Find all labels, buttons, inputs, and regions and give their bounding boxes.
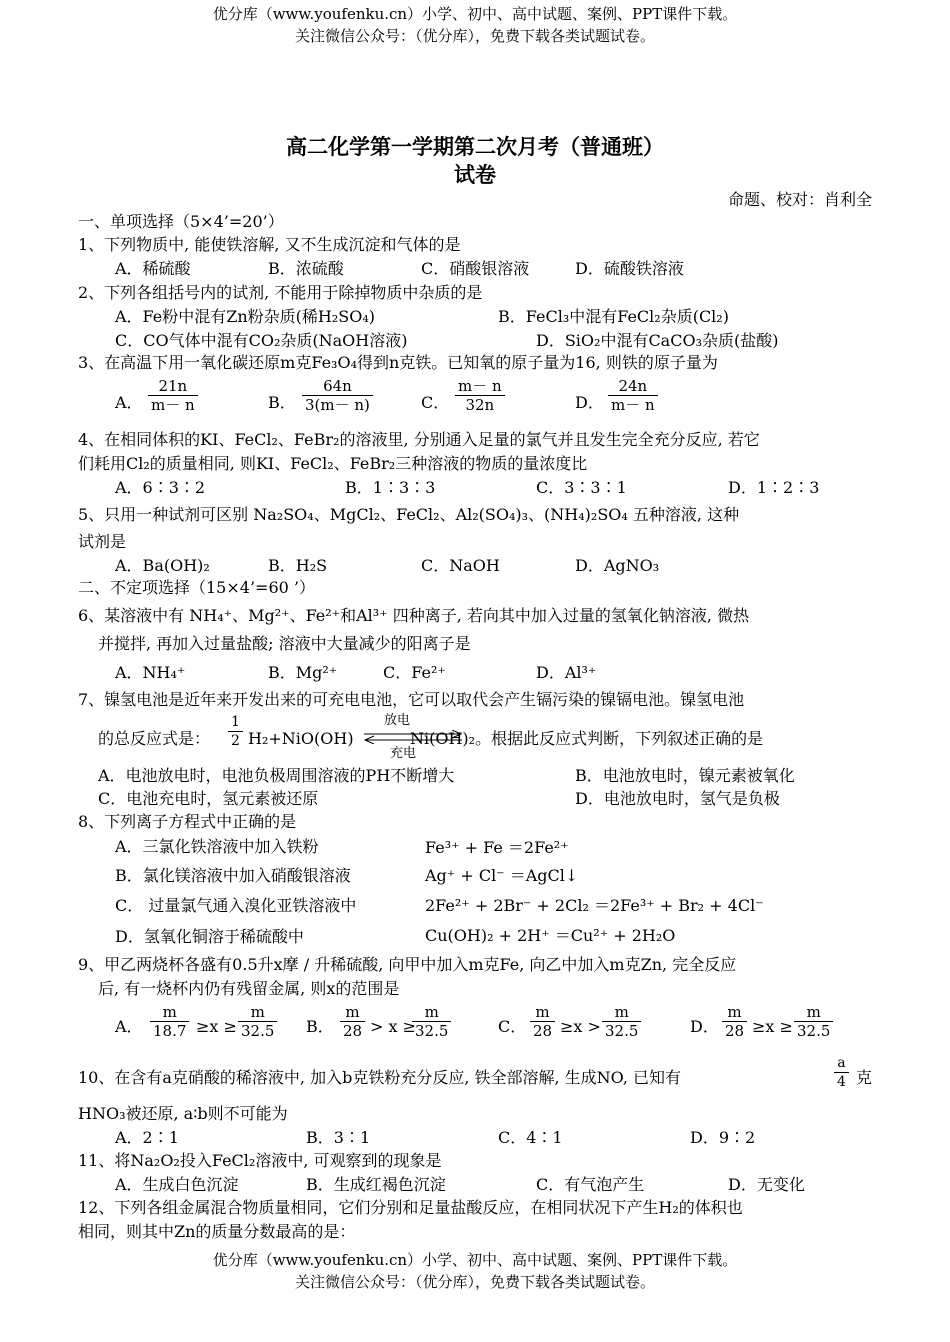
- q8-option-c: C． 过量氯气通入溴化亚铁溶液中: [115, 896, 357, 915]
- q10-option-d: D．9∶2: [690, 1128, 756, 1147]
- q3-a-numerator: 21n: [158, 377, 188, 395]
- q3-option-a: A．: [115, 393, 143, 412]
- q6-option-a: A．NH₄⁺: [115, 663, 186, 682]
- q4-stem-line-2: 们耗用Cl₂的质量相同, 则KI、FeCl₂、FeBr₂三种溶液的物质的量浓度比: [78, 454, 588, 473]
- q11-option-d: D．无变化: [728, 1175, 805, 1194]
- q4-option-c: C．3∶3∶1: [536, 478, 627, 497]
- q7-option-c: C．电池充电时，氢元素被还原: [98, 789, 319, 808]
- q8-equation-b: Ag⁺ + Cl⁻ ＝AgCl↓: [425, 866, 579, 885]
- q9-option-d: D．: [690, 1017, 719, 1036]
- q9-a-relation: ≥x ≥: [196, 1017, 237, 1036]
- q3-d-denominator: m－ n: [608, 395, 658, 414]
- q7-option-d: D．电池放电时，氢气是负极: [575, 789, 780, 808]
- q5-stem-line-1: 5、只用一种试剂可区别 Na₂SO₄、MgCl₂、FeCl₂、Al₂(SO₄)₃、(NH₄)₂SO₄ 五种溶液, 这种: [78, 505, 740, 524]
- q9-stem-line-1: 9、甲乙两烧杯各盛有0.5升x摩 / 升稀硫酸, 向甲中加入m克Fe, 向乙中加入m克Zn, 完全反应: [78, 955, 737, 974]
- q11-option-a: A．生成白色沉淀: [115, 1175, 239, 1194]
- q7-reactants: H₂+NiO(OH): [248, 729, 354, 748]
- q9-b-frac-1-den: 28: [340, 1021, 365, 1040]
- q12-stem-line-2: 相同，则其中Zn的质量分数最高的是：: [78, 1222, 356, 1241]
- q3-fraction-a: [148, 377, 198, 414]
- q3-b-denominator: 3(m－ n): [302, 395, 373, 414]
- q7-option-b: B．电池放电时，镍元素被氧化: [575, 766, 795, 785]
- q9-c-relation: ≥x >: [560, 1017, 601, 1036]
- q2-option-c: C．CO气体中混有CO₂杂质(NaOH溶液): [115, 331, 408, 350]
- q9-c-frac-2-den: 32.5: [602, 1021, 641, 1040]
- q9-b-relation: > x ≥: [370, 1017, 417, 1036]
- q7-half-fraction: [228, 713, 243, 750]
- q2-option-b: B．FeCl₃中混有FeCl₂杂质(Cl₂): [498, 307, 729, 326]
- q2-stem: 2、下列各组括号内的试剂, 不能用于除掉物质中杂质的是: [78, 283, 483, 302]
- q9-a-frac-1: [150, 1003, 189, 1040]
- q3-option-b: B．: [268, 393, 296, 412]
- header-line-1: 优分库（www.youfenku.cn）小学、初中、高中试题、案例、PPT课件下载。: [212, 5, 738, 23]
- q2-option-a: A．Fe粉中混有Zn粉杂质(稀H₂SO₄): [115, 307, 376, 326]
- page-subtitle: 试卷: [454, 163, 496, 187]
- q4-stem-line-1: 4、在相同体积的KI、FeCl₂、FeBr₂的溶液里, 分别通入足量的氯气并且发生完全充分反应, 若它: [78, 430, 760, 449]
- q1-option-c: C．硝酸银溶液: [421, 259, 530, 278]
- q11-option-b: B．生成红褐色沉淀: [306, 1175, 446, 1194]
- q9-b-frac-2: [412, 1003, 451, 1040]
- q9-d-frac-1-num: m: [727, 1003, 742, 1021]
- q3-a-denominator: m－ n: [148, 395, 198, 414]
- q4-option-a: A．6∶3∶2: [115, 478, 206, 497]
- q9-c-frac-1-num: m: [535, 1003, 550, 1021]
- q9-a-frac-2-den: 32.5: [238, 1021, 277, 1040]
- section-2-heading: 二、不定项选择（15×4’=60 ’）: [78, 578, 315, 597]
- section-1-heading: 一、单项选择（5×4’=20’）: [78, 212, 284, 231]
- q7-stem-line-2-end: Ni(OH)₂。根据此反应式判断，下列叙述正确的是: [410, 729, 764, 748]
- q6-stem-line-1: 6、某溶液中有 NH₄⁺、Mg²⁺、Fe²⁺和Al³⁺ 四种离子, 若向其中加入过量的氢氧化钠溶液, 微热: [78, 606, 750, 625]
- q7-stem-line-2-start: 的总反应式是：: [98, 729, 211, 748]
- q9-c-frac-2: [602, 1003, 641, 1040]
- q10-option-a: A．2∶1: [115, 1128, 179, 1147]
- q3-fraction-c: [455, 377, 505, 414]
- q10-fraction: [834, 1054, 849, 1091]
- q10-stem-line-2: HNO₃被还原, a∶b则不可能为: [78, 1104, 288, 1123]
- q9-d-frac-1-den: 28: [722, 1021, 747, 1040]
- q8-option-a: A．三氯化铁溶液中加入铁粉: [115, 837, 319, 856]
- q8-equation-c: 2Fe²⁺ + 2Br⁻ + 2Cl₂ ＝2Fe³⁺ + Br₂ + 4Cl⁻: [425, 896, 764, 915]
- q6-option-d: D．Al³⁺: [536, 663, 597, 682]
- q11-stem: 11、将Na₂O₂投入FeCl₂溶液中, 可观察到的现象是: [78, 1151, 442, 1170]
- q10-stem-line-1: 10、在含有a克硝酸的稀溶液中, 加入b克铁粉充分反应, 铁全部溶解, 生成NO, 已知有: [78, 1068, 682, 1087]
- q3-fraction-d: [608, 377, 658, 414]
- q10-stem-line-1-end: 克: [856, 1068, 873, 1087]
- q5-option-a: A．Ba(OH)₂: [115, 556, 210, 575]
- q3-c-denominator: 32n: [455, 395, 505, 414]
- q9-a-frac-2-num: m: [250, 1003, 265, 1021]
- q7-half-denominator: 2: [228, 731, 243, 750]
- q5-option-b: B．H₂S: [268, 556, 328, 575]
- q8-equation-d: Cu(OH)₂ + 2H⁺ ＝Cu²⁺ + 2H₂O: [425, 926, 676, 945]
- q10-fraction-num: a: [837, 1055, 846, 1071]
- header-line-2: 关注微信公众号：（优分库），免费下载各类试题试卷。: [294, 27, 655, 45]
- q4-option-d: D．1∶2∶3: [728, 478, 820, 497]
- q6-option-c: C．Fe²⁺: [383, 663, 446, 682]
- q9-b-frac-2-den: 32.5: [412, 1021, 451, 1040]
- q3-option-c: C．: [421, 393, 450, 412]
- q1-option-d: D．硫酸铁溶液: [575, 259, 684, 278]
- q2-option-d: D．SiO₂中混有CaCO₃杂质(盐酸): [536, 331, 779, 350]
- q9-b-frac-1: [340, 1003, 365, 1040]
- q9-d-frac-2-den: 32.5: [794, 1021, 833, 1040]
- q3-stem: 3、在高温下用一氧化碳还原m克Fe₃O₄得到n克铁。已知氧的原子量为16, 则铁的原子量为: [78, 353, 718, 372]
- q9-option-c: C．: [498, 1017, 527, 1036]
- q7-charge-label: 充电: [390, 746, 417, 761]
- q5-option-d: D．AgNO₃: [575, 556, 660, 575]
- q5-stem-line-2: 试剂是: [78, 532, 127, 551]
- q9-d-frac-2-num: m: [806, 1003, 821, 1021]
- q9-d-frac-2: [794, 1003, 833, 1040]
- q7-discharge-label: 放电: [384, 713, 411, 728]
- q9-d-frac-1: [722, 1003, 747, 1040]
- q5-option-c: C．NaOH: [421, 556, 500, 575]
- q7-stem-line-1: 7、镍氢电池是近年来开发出来的可充电电池，它可以取代会产生镉污染的镍镉电池。镍氢电池: [78, 690, 745, 709]
- q8-stem: 8、下列离子方程式中正确的是: [78, 812, 297, 831]
- footer-line-2: 关注微信公众号：（优分库），免费下载各类试题试卷。: [294, 1273, 655, 1291]
- q10-fraction-den: 4: [834, 1072, 849, 1091]
- q3-c-numerator: m－ n: [458, 377, 502, 395]
- author-line: 命题、校对：肖利全: [727, 190, 872, 209]
- q4-option-b: B．1∶3∶3: [345, 478, 436, 497]
- footer-line-1: 优分库（www.youfenku.cn）小学、初中、高中试题、案例、PPT课件下载。: [212, 1251, 738, 1269]
- q10-option-c: C．4∶1: [498, 1128, 563, 1147]
- q8-option-d: D．氢氧化铜溶于稀硫酸中: [115, 927, 304, 946]
- q9-b-frac-1-num: m: [345, 1003, 360, 1021]
- q10-option-b: B．3∶1: [306, 1128, 371, 1147]
- q8-option-b: B．氯化镁溶液中加入硝酸银溶液: [115, 866, 351, 885]
- q7-half-numerator: 1: [231, 714, 240, 730]
- q3-d-numerator: 24n: [618, 377, 648, 395]
- q9-c-frac-1-den: 28: [530, 1021, 555, 1040]
- q3-b-numerator: 64n: [323, 377, 352, 395]
- q9-a-frac-2: [238, 1003, 277, 1040]
- q7-option-a: A．电池放电时，电池负极周围溶液的PH不断增大: [98, 766, 455, 785]
- q3-fraction-b: [302, 377, 373, 414]
- q1-stem: 1、下列物质中, 能使铁溶解, 又不生成沉淀和气体的是: [78, 235, 461, 254]
- q9-option-b: B．: [306, 1017, 334, 1036]
- q9-b-frac-2-num: m: [424, 1003, 439, 1021]
- q6-stem-line-2: 并搅拌, 再加入过量盐酸; 溶液中大量减少的阳离子是: [98, 634, 471, 653]
- q9-option-a: A．: [115, 1017, 143, 1036]
- q9-c-frac-2-num: m: [614, 1003, 629, 1021]
- q9-a-frac-1-den: 18.7: [150, 1021, 189, 1040]
- q1-option-a: A．稀硫酸: [115, 259, 191, 278]
- q3-option-d: D．: [575, 393, 604, 412]
- q6-option-b: B．Mg²⁺: [268, 663, 338, 682]
- q1-option-b: B．浓硫酸: [268, 259, 344, 278]
- q9-stem-line-2: 后, 有一烧杯内仍有残留金属, 则x的范围是: [98, 979, 400, 998]
- page-title: 高二化学第一学期第二次月考（普通班）: [286, 135, 664, 159]
- q11-option-c: C．有气泡产生: [536, 1175, 645, 1194]
- q9-d-relation: ≥x ≥: [752, 1017, 793, 1036]
- q8-equation-a: Fe³⁺ + Fe ＝2Fe²⁺: [425, 838, 569, 857]
- q9-c-frac-1: [530, 1003, 555, 1040]
- q12-stem-line-1: 12、下列各组金属混合物质量相同，它们分别和足量盐酸反应，在相同状况下产生H₂的体积也: [78, 1198, 743, 1217]
- q9-a-frac-1-num: m: [162, 1003, 177, 1021]
